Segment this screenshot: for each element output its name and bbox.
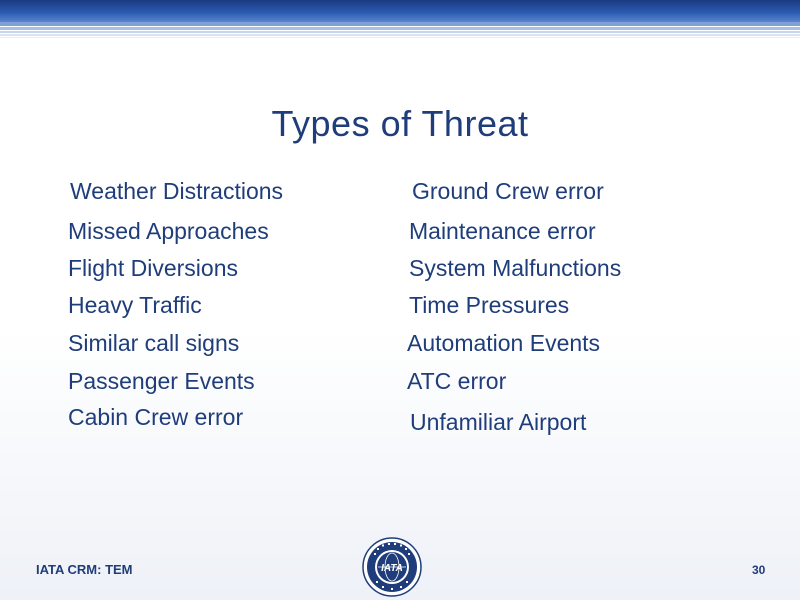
- slide-title: Types of Threat: [271, 103, 529, 144]
- threat-item: Maintenance error: [409, 218, 596, 244]
- threat-item: Missed Approaches: [68, 218, 269, 244]
- header-stripes: [0, 22, 800, 46]
- footer-label: IATA CRM: TEM: [36, 562, 133, 577]
- threat-item: Weather Distractions: [70, 178, 284, 204]
- svg-text:IATA: IATA: [381, 563, 403, 574]
- threat-item: ATC error: [407, 368, 507, 394]
- page-number: 30: [752, 563, 766, 577]
- threat-item: Unfamiliar Airport: [410, 409, 587, 435]
- threat-item: System Malfunctions: [409, 255, 622, 281]
- iata-logo: [362, 537, 422, 597]
- threat-item: Similar call signs: [68, 330, 240, 356]
- threat-item: Time Pressures: [409, 292, 570, 318]
- threat-item: Flight Diversions: [68, 255, 238, 281]
- threat-item: Ground Crew error: [412, 178, 604, 204]
- header-band: [0, 0, 800, 22]
- threat-item: Automation Events: [407, 330, 601, 356]
- threat-item: Passenger Events: [68, 368, 255, 394]
- threat-item: Cabin Crew error: [68, 404, 244, 430]
- threat-item: Heavy Traffic: [68, 292, 202, 318]
